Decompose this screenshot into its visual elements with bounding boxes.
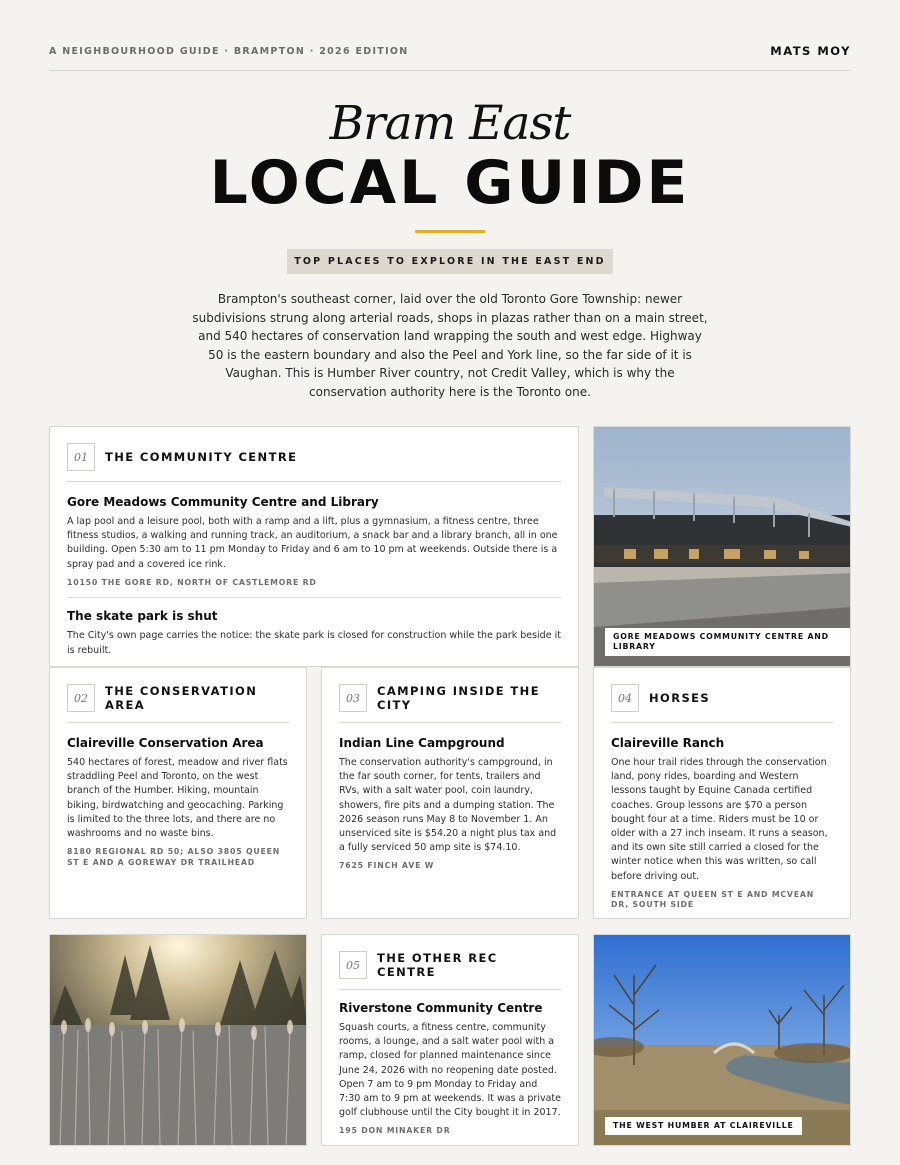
venue-address: ENTRANCE AT QUEEN ST E AND MCVEAN DR, SOUTH SIDE	[611, 889, 815, 910]
venue-address: 7625 FINCH AVE W	[339, 861, 435, 871]
section-number: 01	[67, 443, 95, 471]
photo-caption: THE WEST HUMBER AT CLAIREVILLE	[605, 1117, 802, 1135]
marsh-photo	[49, 934, 307, 1146]
section-header	[67, 443, 561, 482]
venue-name: Indian Line Campground	[339, 736, 505, 750]
section-header	[339, 951, 561, 990]
top-bar	[49, 44, 851, 71]
section-body	[611, 736, 833, 911]
section-body	[67, 495, 561, 658]
river-illustration	[594, 935, 851, 1146]
edition-line: A NEIGHBOURHOOD GUIDE · BRAMPTON · 2026 EDITION	[49, 46, 409, 57]
venue-description: Squash courts, a fitness centre, community rooms, a lounge, and a salt water pool with a ramp, closed for planned maintenance since June 24, 2026 with no reopening date posted. Open 7 am to 9 pm Monday to Friday and 7:30 am to 9 pm at weekends. It was a private golf clubhouse until the City bought it in 2017.	[339, 1022, 561, 1119]
venue-description: A lap pool and a leisure pool, both with a ramp and a lift, plus a gymnasium, a fitness centre, three fitness studios, a walking and running track, an auditorium, a snack bar and a library branch, all in one building. Open 5:30 am to 11 pm Monday to Friday and 6 am to 10 pm at weekends. Outside there is a spray pad and a covered ice rink.	[67, 516, 558, 570]
section-title: THE CONSERVATION AREA	[105, 684, 258, 712]
section-number: 04	[611, 684, 639, 712]
section-card-rec-centre	[321, 934, 579, 1146]
section-title: CAMPING INSIDE THE CITY	[377, 684, 540, 712]
venue-name: Claireville Conservation Area	[67, 736, 264, 750]
section-number: 05	[339, 951, 367, 979]
humber-river-photo	[593, 934, 851, 1146]
section-card-conservation	[49, 667, 307, 919]
section-body	[339, 736, 561, 872]
author-name: MATS MOY	[770, 44, 851, 58]
intro-paragraph: Brampton's southeast corner, laid over the old Toronto Gore Township: newer subdivisions strung along arterial roads, shops in plazas rather than on a main street, and 540 hectares of conservation land wrapping the south and west edge. Highway 50 is the eastern boundary and also the Peel and York line, so the far side of it is Vaughan. This is Humber River country, not Credit Valley, which is why the conservation authority here is the Toronto one.	[192, 292, 708, 399]
venue-name: Riverstone Community Centre	[339, 1001, 543, 1015]
page-title: LOCAL GUIDE	[209, 148, 691, 218]
tagline-badge: TOP PLACES TO EXPLORE IN THE EAST END	[287, 249, 613, 274]
venue-address: 195 DON MINAKER DR	[339, 1126, 451, 1136]
section-body	[67, 736, 289, 868]
section-number: 02	[67, 684, 95, 712]
section-title: THE OTHER REC CENTRE	[377, 951, 498, 979]
section-number: 03	[339, 684, 367, 712]
section-card-community-centre	[49, 426, 579, 667]
section-title: THE COMMUNITY CENTRE	[105, 450, 298, 464]
section-header	[67, 684, 289, 723]
section-header	[611, 684, 833, 723]
section-title: HORSES	[649, 691, 711, 705]
venue-description: One hour trail rides through the conservation land, pony rides, boarding and Western lessons taught by Equine Canada certified coaches. Group lessons are $70 a person bought four at a time. Riders must be 10 or older with a 27 inch inseam. It runs a season, and its own site still carried a closed for the winter notice when this was written, so call before driving out.	[611, 757, 828, 882]
notice-text: The City's own page carries the notice: the skate park is closed for construction while the park beside it is rebuilt.	[67, 630, 561, 656]
photo-caption: GORE MEADOWS COMMUNITY CENTRE AND LIBRARY	[605, 628, 851, 656]
venue-address: 10150 THE GORE RD, NORTH OF CASTLEMORE RD	[67, 577, 317, 587]
notice-title: The skate park is shut	[67, 609, 218, 624]
section-card-horses	[593, 667, 851, 919]
venue-address: 8180 REGIONAL RD 50; ALSO 3805 QUEEN ST E AND A GOREWAY DR TRAILHEAD	[67, 847, 281, 867]
section-card-camping	[321, 667, 579, 919]
section-body	[339, 1001, 561, 1137]
section-header	[339, 684, 561, 723]
accent-rule	[415, 230, 485, 233]
venue-name: Gore Meadows Community Centre and Library	[67, 495, 379, 509]
community-centre-photo	[593, 426, 851, 667]
venue-name: Claireville Ranch	[611, 736, 725, 750]
venue-description: 540 hectares of forest, meadow and river flats straddling Peel and Toronto, on the west branch of the Humber. Hiking, mountain biking, birdwatching and geocaching. Parking is limited to the three lots, and there are no washrooms and no waste bins.	[67, 757, 288, 840]
venue-description: The conservation authority's campground, in the far south corner, for tents, trailers and RVs, with a salt water pool, coin laundry, showers, fire pits and a dumping station. The 2026 season runs May 8 to November 1. An unserviced site is $54.20 a night plus tax and a fully serviced 50 amp site is $74.10.	[339, 757, 557, 854]
divider	[67, 597, 561, 598]
marsh-illustration	[50, 935, 307, 1146]
guide-subtitle-script: Bram East	[329, 96, 571, 151]
